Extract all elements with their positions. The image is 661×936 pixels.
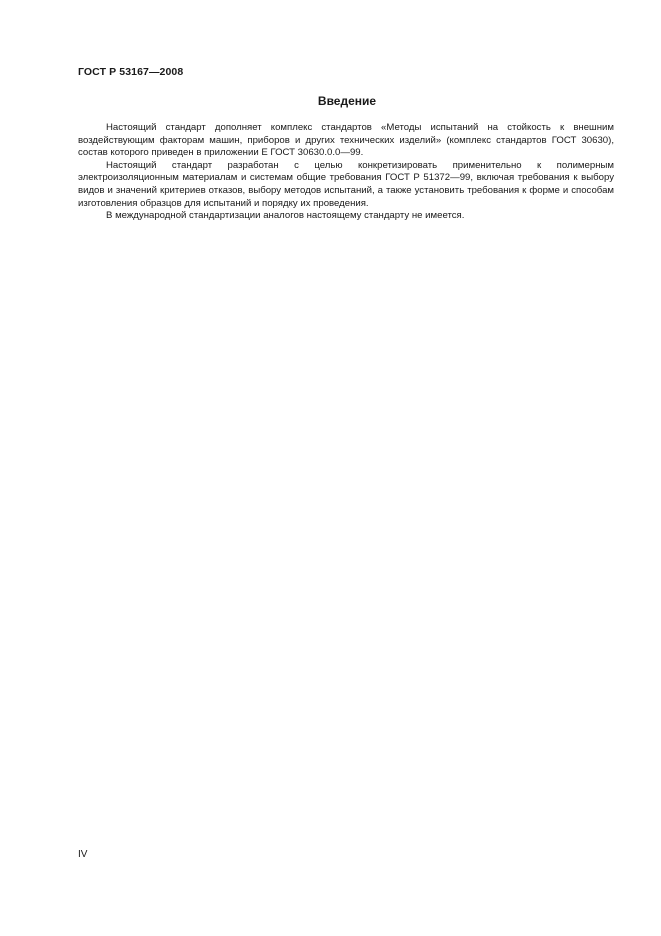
document-header: ГОСТ Р 53167—2008 [78,66,184,78]
paragraph: Настоящий стандарт дополняет комплекс стандартов «Методы испытаний на стойкость к внешним воздействующим факторам машин, приборов и других технических изделий» (комплекс стандартов ГОСТ 30630), состав которого приведен в приложении Е ГОСТ 30630.0.0—99. [78,122,614,159]
page-number: IV [78,849,88,860]
body-text [78,122,614,223]
paragraph: В международной стандартизации аналогов настоящему стандарту не имеется. [106,210,465,222]
section-title: Введение [317,94,377,108]
paragraph: Настоящий стандарт разработан с целью конкретизировать применительно к полимерным электроизоляционным материалам и системам общие требования ГОСТ Р 51372—99, включая требования к выбору видов и значений критериев отказов, выбору методов испытаний, а также установить требования к форме и способам изготовления образцов для испытаний и порядку их проведения. [78,159,614,209]
